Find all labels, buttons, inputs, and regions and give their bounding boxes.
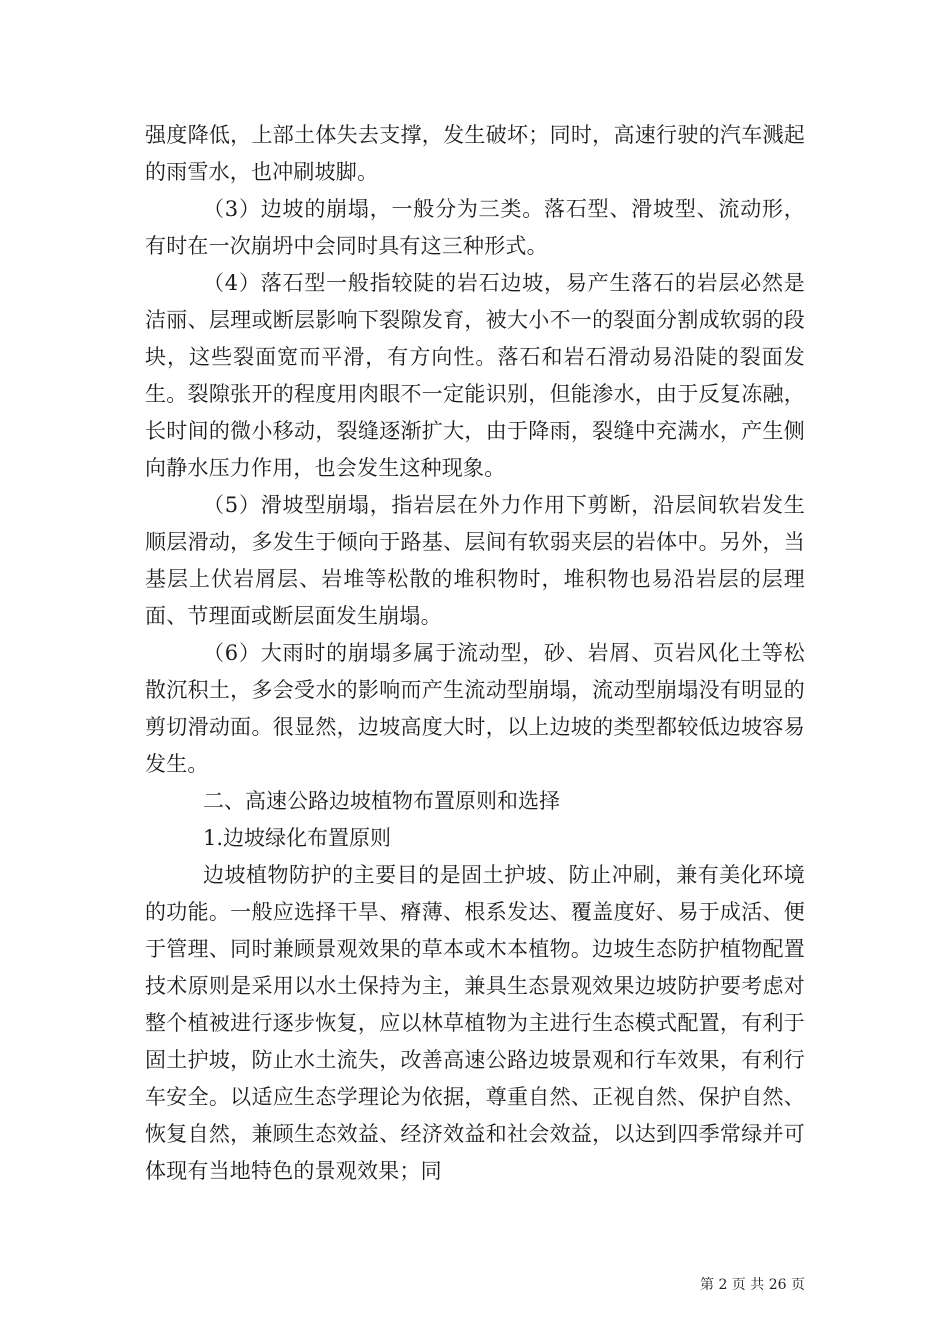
page-content — [145, 117, 805, 1190]
paragraph-continuation: 强度降低，上部土体失去支撑，发生破坏；同时，高速行驶的汽车溅起的雨雪水，也冲刷坡脚。 — [145, 123, 805, 184]
paragraph-item-5: （5）滑坡型崩塌，指岩层在外力作用下剪断，沿层间软岩发生顺层滑动，多发生于倾向于路基、层间有软弱夹层的岩体中。另外，当基层上伏岩屑层、岩堆等松散的堆积物时，堆积物也易沿岩层的层理面、节理面或断层面发生崩塌。 — [145, 493, 805, 628]
paragraph-item-6: （6）大雨时的崩塌多属于流动型，砂、岩屑、页岩风化土等松散沉积土，多会受水的影响而产生流动型崩塌，流动型崩塌没有明显的剪切滑动面。很显然，边坡高度大时，以上边坡的类型都较低边坡容易发生。 — [145, 641, 805, 776]
paragraph-body: 边坡植物防护的主要目的是固土护坡、防止冲刷，兼有美化环境的功能。一般应选择干旱、瘠薄、根系发达、覆盖度好、易于成活、便于管理、同时兼顾景观效果的草本或木本植物。边坡生态防护植物配置技术原则是采用以水土保持为主，兼具生态景观效果边坡防护要考虑对整个植被进行逐步恢复，应以林草植物为主进行生态模式配置，有利于固土护坡，防止水土流失，改善高速公路边坡景观和行车效果，有利行车安全。以适应生态学理论为依据，尊重自然、正视自然、保护自然、恢复自然，兼顾生态效益、经济效益和社会效益，以达到四季常绿并可体现有当地特色的景观效果；同 — [145, 863, 805, 1183]
paragraph-item-4: （4）落石型一般指较陡的岩石边坡，易产生落石的岩层必然是洁丽、层理或断层影响下裂隙发育，被大小不一的裂面分割成软弱的段块，这些裂面宽而平滑，有方向性。落石和岩石滑动易沿陡的裂面发生。裂隙张开的程度用肉眼不一定能识别，但能渗水，由于反复冻融，长时间的微小移动，裂缝逐渐扩大，由于降雨，裂缝中充满水，产生侧向静水压力作用，也会发生这种现象。 — [145, 271, 805, 480]
page-number-footer: 第 2 页 共 26 页 — [700, 1277, 805, 1293]
section-heading: 二、高速公路边坡植物布置原则和选择 — [203, 789, 560, 813]
paragraph-item-3: （3）边坡的崩塌，一般分为三类。落石型、滑坡型、流动形，有时在一次崩坍中会同时具有这三种形式。 — [145, 197, 805, 258]
sub-heading: 1.边坡绿化布置原则 — [203, 826, 392, 850]
